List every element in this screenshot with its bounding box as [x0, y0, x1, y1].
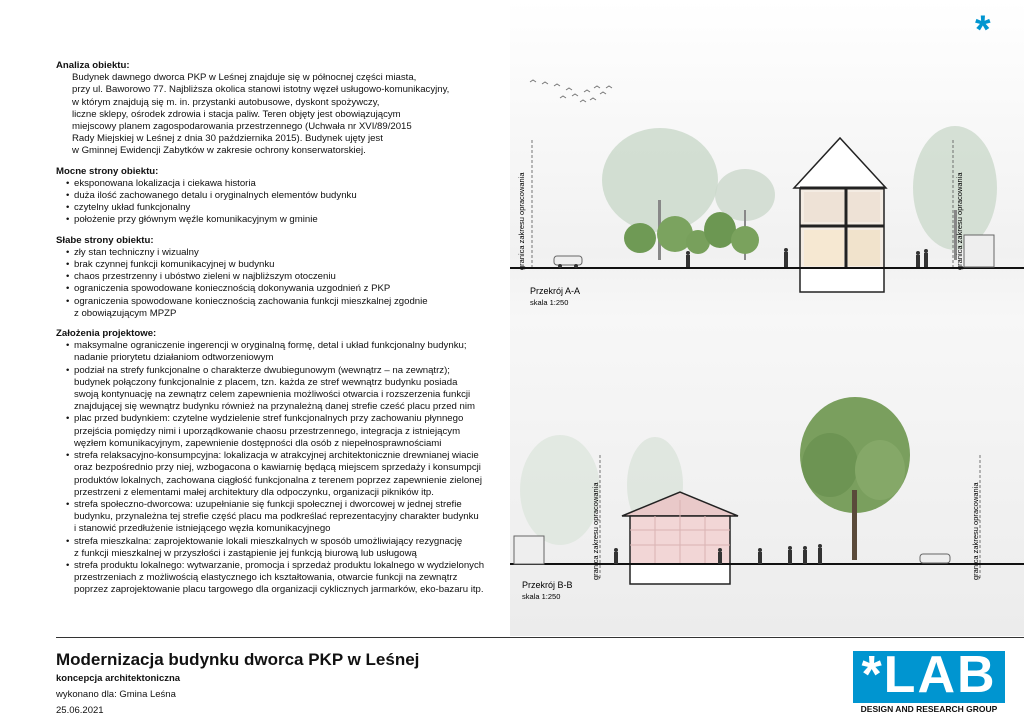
list-item: • zły stan techniczny i wizualny: [56, 247, 506, 259]
boundary-label: granica zakresu opracowania: [591, 482, 600, 580]
project-title: Modernizacja budynku dworca PKP w Leśnej: [56, 650, 420, 669]
list-item: • strefa produktu lokalnego: wytwarzanie, promocja i sprzedaż produktu lokalnego w wydzielonych przestrzeniach z możliwością elastycznego ich kształtowania, otwarcie funkcji na zewnątrz poprzez zaprojektowanie placu targowego dla organizacji cyklicznych jarmarków, eko-bazaru itp.: [56, 560, 506, 597]
assumptions-list: [56, 340, 506, 596]
weaknesses-heading: Słabe strony obiektu:: [56, 234, 154, 246]
list-item: • eksponowana lokalizacja i ciekawa historia: [56, 178, 506, 190]
section-a-drawing: [510, 70, 1024, 310]
logo-text: *LAB: [861, 646, 997, 704]
date-label: 25.06.2021: [56, 705, 104, 716]
section-a-scale: skala 1:250: [530, 298, 569, 307]
strengths-list: [56, 178, 506, 227]
section-b-scale: skala 1:250: [522, 592, 561, 601]
boundary-label: granica zakresu opracowania: [955, 172, 964, 270]
logo-tagline: DESIGN AND RESEARCH GROUP: [860, 704, 998, 714]
project-subtitle: koncepcja architektoniczna: [56, 673, 181, 684]
footer-divider: [56, 637, 1024, 638]
section-b-title: Przekrój B-B: [522, 580, 573, 590]
list-item: • ograniczenia spowodowane koniecznością zachowania funkcji mieszkalnej zgodnie z obowiązującym MPZP: [56, 296, 506, 320]
list-item: • podział na strefy funkcjonalne o charakterze dwubiegunowym (wewnątrz – na zewnątrz); budynek połączony funkcjonalnie z placem, tzn. każda ze stref wewnątrz budynku posiada swoją kontynuację na zewnątrz celem zapewnienia możliwości otwarcia i rozszerzenia funkcji znajdującej się wewnątrz budynku również na przynależną danej strefie cześć placu przed nim: [56, 365, 506, 414]
strengths-heading: Mocne strony obiektu:: [56, 165, 159, 177]
list-item: • brak czynnej funkcji komunikacyjnej w budynku: [56, 259, 506, 271]
car-icon: [554, 256, 582, 268]
analysis-line: w którym znajdują się m. in. przystanki autobusowe, dyskont spożywczy,: [72, 96, 380, 108]
list-item: • czytelny układ funkcjonalny: [56, 202, 506, 214]
analysis-line: przy ul. Baworowo 77. Najbliższa okolica stanowi istotny węzeł usługowo-komunikacyjny,: [72, 84, 450, 96]
boundary-label: granica zakresu opracowania: [517, 172, 526, 270]
birds-icon: [530, 80, 612, 102]
tree-icon: [800, 397, 910, 560]
analysis-line: miejscowy planem zagospodarowania przestrzennego (Uchwała nr XVI/89/2015: [72, 121, 412, 133]
list-item: • chaos przestrzenny i ubóstwo zieleni w najbliższym otoczeniu: [56, 271, 506, 283]
analysis-text: [56, 72, 506, 157]
bus-icon: [514, 536, 544, 564]
bus-icon: [964, 235, 994, 267]
analysis-line: w Gminnej Ewidencji Zabytków w zakresie ochrony konserwatorskiej.: [72, 145, 366, 157]
section-b-drawing: [510, 380, 1024, 610]
asterisk-icon: *: [975, 8, 991, 52]
analysis-heading: Analiza obiektu:: [56, 60, 130, 71]
analysis-line: liczne sklepy, ośrodek zdrowia i stacja paliw. Teren objęty jest obowiązującym: [72, 108, 401, 120]
list-item: • duża ilość zachowanego detalu i oryginalnych elementów budynku: [56, 190, 506, 202]
list-item: • maksymalne ograniczenie ingerencji w oryginalną formę, detal i układ funkcjonalny budynku; nadanie priorytetu działaniom odtworzeniowym: [56, 340, 506, 364]
car-icon: [920, 554, 950, 563]
list-item: • plac przed budynkiem: czytelne wydzielenie stref funkcjonalnych przy zachowaniu płynnego przejścia pomiędzy nimi i uporządkowanie chaosu przestrzennego, integracja z istniejącym węzłem komunikacyjnym, zapewnienie dostępności dla osób z niepełnosprawnościami: [56, 413, 506, 450]
client-label: wykonano dla: Gmina Leśna: [56, 689, 176, 700]
section-a-title: Przekrój A-A: [530, 286, 581, 296]
analysis-line: Budynek dawnego dworca PKP w Leśnej znajduje się w północnej części miasta,: [72, 72, 417, 84]
list-item: • strefa relaksacyjno-konsumpcyjna: lokalizacja w atrakcyjnej architektonicznie drewnianej wiacie oraz bezpośrednio przy niej, wzbogacona o kawiarnię będącą miejscem sprzedaży i konsumpcji produktów lokalnych, zachowana ciągłość funkcjonalna z terenem poprzez zapewnienie zielonej przestrzeni z elementami małej architektury dla odpoczynku, organizacji pikników itp.: [56, 450, 506, 499]
list-item: • strefa społeczno-dworcowa: uzupełnianie się funkcji społecznej i dworcowej w jednej strefie budynku, przynależna tej strefie część placu ma podkreślać reprezentacyjny charakter budynku i stanowić przedłużenie istniejącego węzła komunikacyjnego: [56, 499, 506, 536]
list-item: • położenie przy głównym węźle komunikacyjnym w gminie: [56, 214, 506, 226]
description-column: [56, 60, 506, 597]
list-item: • strefa mieszkalna: zaprojektowanie lokali mieszkalnych w sposób umożliwiający rezygnację z funkcji mieszkalnej w przyszłości i zastąpienie jej funkcją biurową lub usługową: [56, 536, 506, 560]
weaknesses-list: [56, 247, 506, 320]
list-item: • ograniczenia spowodowane koniecznością dokonywania uzgodnień z PKP: [56, 283, 506, 295]
assumptions-heading: Założenia projektowe:: [56, 328, 157, 340]
boundary-label: granica zakresu opracowania: [971, 482, 980, 580]
lab-logo: [853, 646, 1005, 704]
analysis-line: Rady Miejskiej w Leśnej z dnia 30 października 2015). Budynek ujęty jest: [72, 133, 383, 145]
